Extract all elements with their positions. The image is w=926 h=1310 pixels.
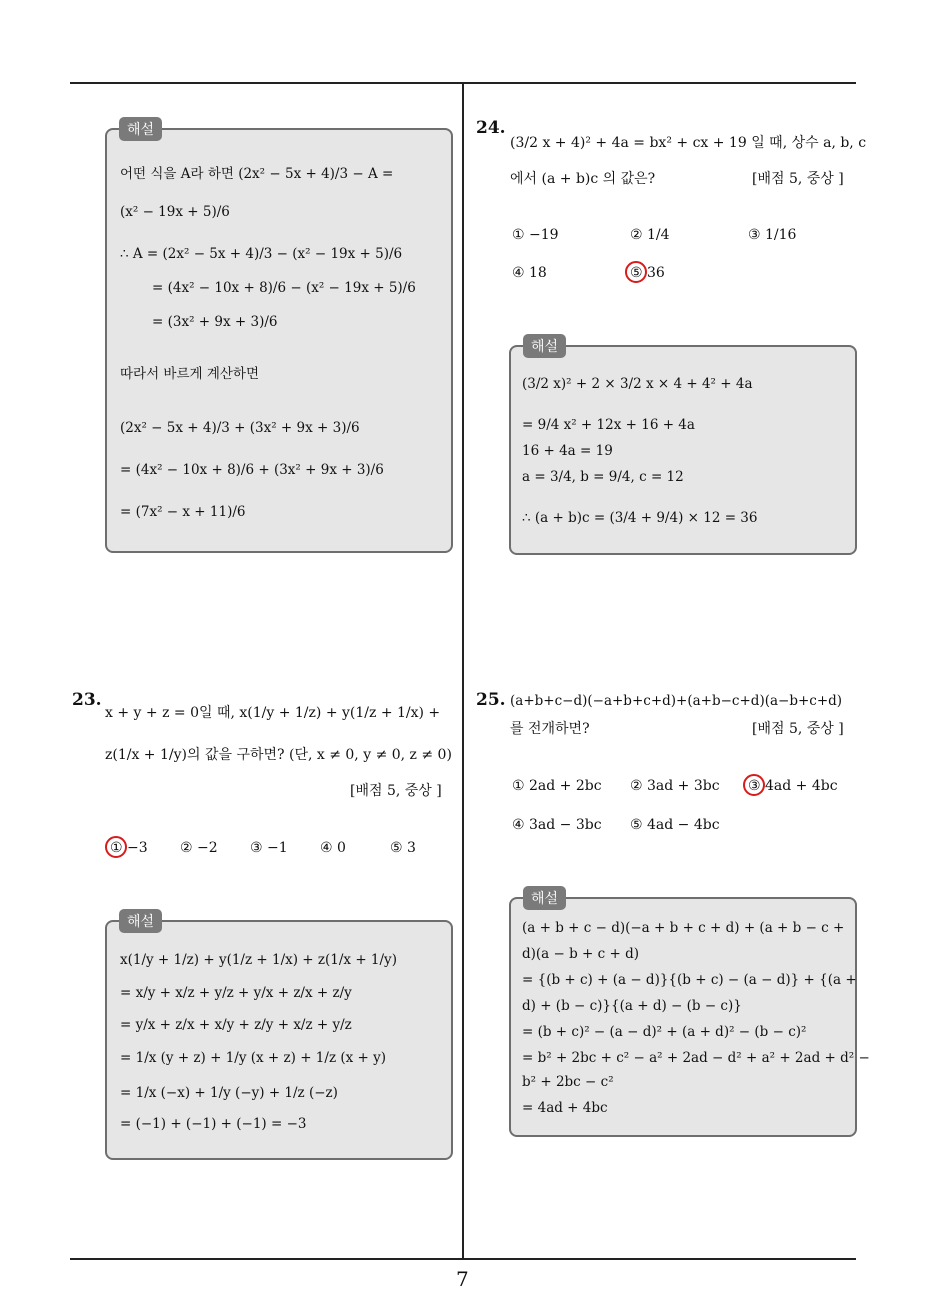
q22-line: = (7x² − x + 11)/6 [120, 504, 246, 520]
q25-sol-line: = {(b + c) + (a − d)}{(b + c) − (a − d)} + {(a + [522, 972, 857, 988]
q23-sol-line: = (−1) + (−1) + (−1) = −3 [120, 1116, 307, 1132]
q24-points: [배점 5, 중상 ] [752, 171, 844, 187]
q23-solution-label: 해설 [119, 909, 162, 933]
q25-solution-label: 해설 [523, 886, 566, 910]
bottom-rule [70, 1258, 856, 1260]
q24-sol-line: (3/2 x)² + 2 × 3/2 x × 4 + 4² + 4a [522, 376, 753, 392]
q25-sol-line: = b² + 2bc + c² − a² + 2ad − d² + a² + 2ad + d² − [522, 1050, 870, 1066]
q23-answer-circle [105, 836, 127, 858]
q24-choice-3[interactable]: ③ 1/16 [748, 227, 797, 243]
q24-sol-line: a = 3/4, b = 9/4, c = 12 [522, 469, 684, 485]
q25-choice-1[interactable]: ① 2ad + 2bc [512, 778, 602, 794]
q25-choice-3[interactable]: ③ 4ad + 4bc [748, 778, 838, 794]
q22-line: (x² − 19x + 5)/6 [120, 204, 230, 220]
q25-question-line2: 를 전개하면? [510, 721, 590, 737]
q22-line: = (4x² − 10x + 8)/6 + (3x² + 9x + 3)/6 [120, 462, 384, 478]
q22-line: (2x² − 5x + 4)/3 + (3x² + 9x + 3)/6 [120, 420, 360, 436]
q22-line: ∴ A = (2x² − 5x + 4)/3 − (x² − 19x + 5)/6 [120, 246, 403, 262]
q24-sol-line: = 9/4 x² + 12x + 16 + 4a [522, 417, 695, 433]
q23-sol-line: = 1/x (y + z) + 1/y (x + z) + 1/z (x + y) [120, 1050, 387, 1066]
q24-question-line2: 에서 (a + b)c 의 값은? [510, 171, 656, 187]
q25-sol-line: = (b + c)² − (a − d)² + (a + d)² − (b − c)² [522, 1024, 807, 1040]
q23-choice-3[interactable]: ③ −1 [250, 840, 288, 856]
q23-choice-2[interactable]: ② −2 [180, 840, 218, 856]
q24-sol-line: 16 + 4a = 19 [522, 443, 613, 459]
q22-solution-box [105, 128, 453, 553]
q22-line: 따라서 바르게 계산하면 [120, 366, 259, 382]
q25-sol-line: = 4ad + 4bc [522, 1100, 608, 1116]
q24-choice-2[interactable]: ② 1/4 [630, 227, 670, 243]
q25-sol-line: b² + 2bc − c² [522, 1074, 614, 1090]
q22-line: 어떤 식을 A라 하면 (2x² − 5x + 4)/3 − A = [120, 166, 394, 182]
q23-question-line1: x + y + z = 0일 때, x(1/y + 1/z) + y(1/z + 1/x) + [105, 705, 441, 721]
q22-line: = (4x² − 10x + 8)/6 − (x² − 19x + 5)/6 [152, 280, 416, 296]
q25-choice-4[interactable]: ④ 3ad − 3bc [512, 817, 602, 833]
q24-number: 24. [476, 118, 506, 138]
q25-points: [배점 5, 중상 ] [752, 721, 844, 737]
q23-sol-line: x(1/y + 1/z) + y(1/z + 1/x) + z(1/x + 1/y) [120, 952, 397, 968]
q23-sol-line: = 1/x (−x) + 1/y (−y) + 1/z (−z) [120, 1085, 338, 1101]
q23-choice-4[interactable]: ④ 0 [320, 840, 346, 856]
q24-solution-label: 해설 [523, 334, 566, 358]
q25-choice-2[interactable]: ② 3ad + 3bc [630, 778, 720, 794]
column-divider [462, 82, 464, 1260]
q22-solution-label: 해설 [119, 117, 162, 141]
q25-answer-circle [743, 774, 765, 796]
page-number: 7 [456, 1267, 469, 1291]
q22-line: = (3x² + 9x + 3)/6 [152, 314, 278, 330]
q23-choice-1[interactable]: ① −3 [110, 840, 148, 856]
q25-sol-line: d)(a − b + c + d) [522, 946, 640, 962]
q24-choice-1[interactable]: ① −19 [512, 227, 559, 243]
q24-question-line1: (3/2 x + 4)² + 4a = bx² + cx + 19 일 때, 상수 a, b, c [510, 135, 867, 151]
q24-sol-line: ∴ (a + b)c = (3/4 + 9/4) × 12 = 36 [522, 510, 758, 526]
q24-answer-circle [625, 261, 647, 283]
q25-sol-line: (a + b + c − d)(−a + b + c + d) + (a + b − c + [522, 920, 845, 936]
q25-choice-5[interactable]: ⑤ 4ad − 4bc [630, 817, 720, 833]
q25-question-line1: (a+b+c−d)(−a+b+c+d)+(a+b−c+d)(a−b+c+d) [510, 693, 843, 709]
q25-sol-line: d) + (b − c)}{(a + d) − (b − c)} [522, 998, 742, 1014]
q23-question-line2: z(1/x + 1/y)의 값을 구하면? (단, x ≠ 0, y ≠ 0, z ≠ 0) [105, 747, 452, 763]
q23-points: [배점 5, 중상 ] [350, 783, 442, 799]
q23-sol-line: = y/x + z/x + x/y + z/y + x/z + y/z [120, 1017, 352, 1033]
q25-number: 25. [476, 690, 506, 710]
q23-choice-5[interactable]: ⑤ 3 [390, 840, 416, 856]
q24-choice-5[interactable]: ⑤ 36 [630, 265, 665, 281]
q23-sol-line: = x/y + x/z + y/z + y/x + z/x + z/y [120, 985, 352, 1001]
q24-choice-4[interactable]: ④ 18 [512, 265, 547, 281]
q23-number: 23. [72, 690, 102, 710]
